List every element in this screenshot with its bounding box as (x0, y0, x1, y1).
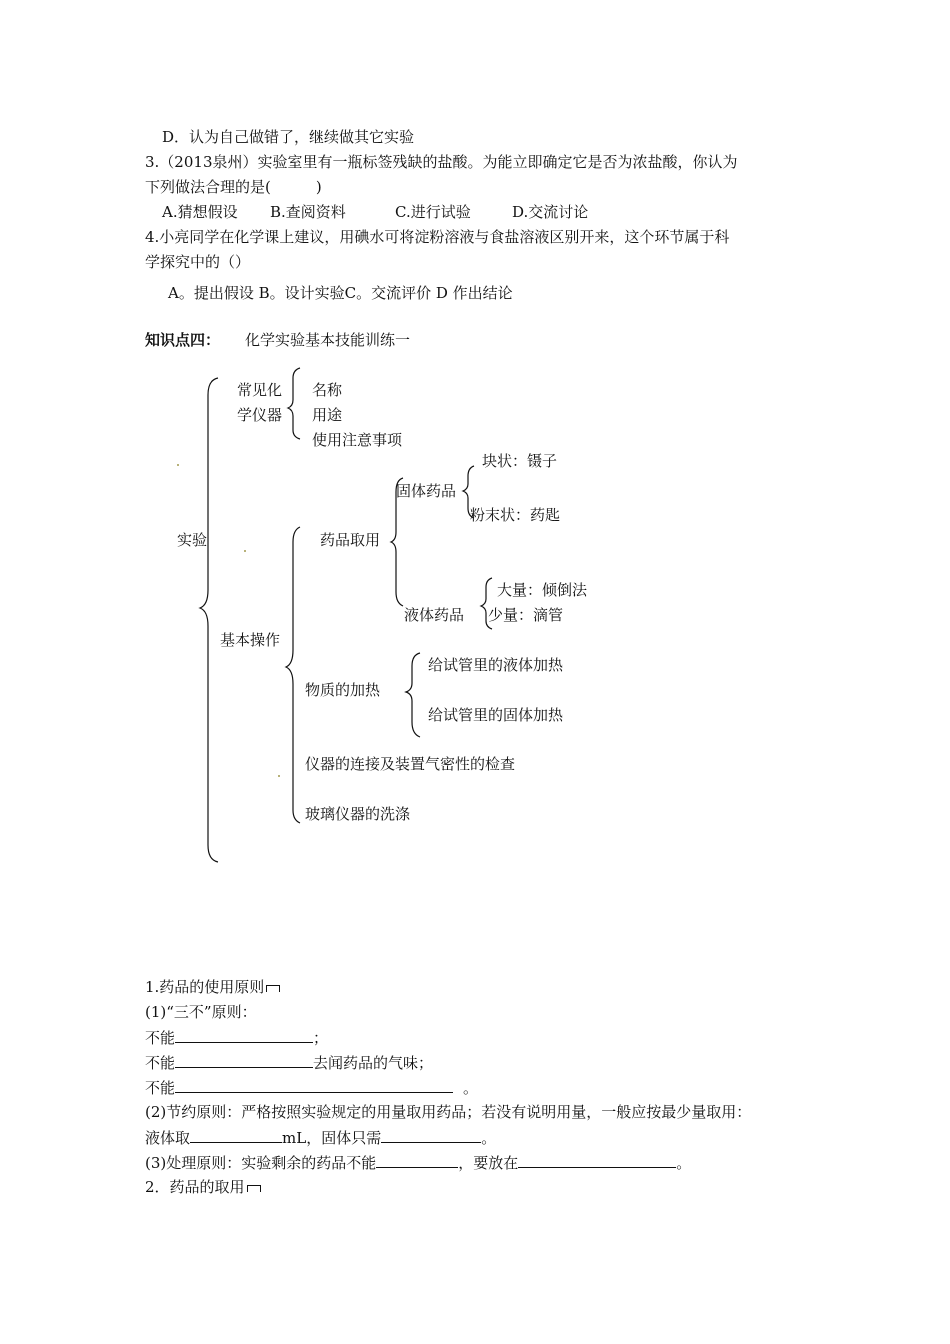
basic-ops-label: 基本操作 (220, 631, 281, 649)
brace-basic-ops (286, 527, 300, 823)
brace-heating (406, 653, 420, 737)
no-can-text: 不能 (145, 1079, 176, 1097)
q4-line2: 学探究中的（） (145, 253, 251, 271)
q4-line1: 4.小亮同学在化学课上建议，用碘水可将淀粉溶液与食盐溶液区别开来，这个环节属于科 (145, 228, 730, 246)
decor-dot (278, 775, 280, 777)
principles-heading (145, 977, 280, 997)
section-label: 知识点四： (145, 331, 221, 349)
instruments-line1: 常见化 (237, 381, 283, 399)
liquid-item-small: 少量：滴管 (488, 606, 564, 624)
disposal-prefix-text: (3)处理原则：实验剩余的药品不能 (145, 1154, 377, 1172)
saving-ml-text: mL，固体只需 (282, 1129, 382, 1147)
connection-label: 仪器的连接及装置气密性的检查 (305, 755, 516, 773)
period: 。 (463, 1079, 479, 1097)
instruments-line2: 学仪器 (237, 406, 283, 424)
no-smell-line (145, 1052, 433, 1073)
saving-line1: (2)节约原则：严格按照实验规定的用量取用药品；若没有说明用量，一般应按最少量取用： (145, 1103, 752, 1121)
instrument-item-use: 用途 (312, 406, 343, 424)
heating-item-liquid: 给试管里的液体加热 (428, 656, 564, 674)
period: 。 (676, 1154, 692, 1172)
blank-2[interactable] (175, 1052, 313, 1068)
section-title: 化学实验基本技能训练一 (245, 331, 411, 349)
no-touch-line (145, 1027, 328, 1048)
blank-solid-amount[interactable] (381, 1127, 481, 1143)
q4-options: A。提出假设 B。设计实验C。交流评价 D 作出结论 (168, 284, 513, 302)
solid-label: 固体药品 (396, 482, 457, 500)
disposal-mid-text: ，要放在 (458, 1154, 519, 1172)
period: 。 (481, 1129, 497, 1147)
q3-option-a: A.猜想假设 (162, 203, 238, 221)
decor-dot (177, 464, 179, 466)
three-no-rule: (1)“三不”原则： (145, 1003, 257, 1021)
liquid-item-large: 大量：倾倒法 (497, 581, 588, 599)
q3-option-b: B.查阅资料 (270, 203, 346, 221)
disposal-line (145, 1152, 691, 1173)
washing-label: 玻璃仪器的洗涤 (305, 805, 411, 823)
saving-liquid-text: 液体取 (145, 1129, 191, 1147)
blank-liquid-amount[interactable] (190, 1127, 282, 1143)
instrument-item-notes: 使用注意事项 (312, 431, 403, 449)
q3-line1: 3.（2013泉州）实验室里有一瓶标签残缺的盐酸。为能立即确定它是否为浓盐酸，你认为 (145, 153, 738, 171)
drug-taking-label: 药品取用 (320, 531, 381, 549)
blank-1[interactable] (175, 1027, 313, 1043)
brace-instruments (288, 368, 300, 439)
liquid-label: 液体药品 (404, 606, 465, 624)
q3-option-c: C.进行试验 (395, 203, 471, 221)
cursor-mark-icon (247, 1185, 261, 1192)
instrument-item-name: 名称 (312, 381, 343, 399)
heating-label: 物质的加热 (305, 681, 381, 699)
q3-line2: 下列做法合理的是( ) (145, 178, 322, 196)
decor-dot (244, 550, 246, 552)
taking-heading-text: 2．药品的取用 (145, 1178, 245, 1196)
q3-option-d: D.交流讨论 (512, 203, 589, 221)
cursor-mark-icon (266, 985, 280, 992)
semicolon: ； (313, 1029, 329, 1047)
blank-disposal-2[interactable] (518, 1152, 676, 1168)
solid-item-lump: 块状：镊子 (482, 452, 558, 470)
no-taste-line (145, 1077, 478, 1098)
heating-item-solid: 给试管里的固体加热 (428, 706, 564, 724)
taking-heading (145, 1177, 261, 1197)
saving-line2 (145, 1127, 496, 1148)
principles-heading-text: 1.药品的使用原则 (145, 978, 265, 996)
smell-tail-text: 去闻药品的气味； (313, 1054, 434, 1072)
brace-experiment (200, 378, 218, 862)
q2-option-d: D．认为自己做错了，继续做其它实验 (162, 128, 415, 146)
diagram-root: 实验 (177, 531, 208, 549)
blank-disposal-1[interactable] (376, 1152, 458, 1168)
blank-3[interactable] (175, 1077, 453, 1093)
no-can-text: 不能 (145, 1054, 176, 1072)
solid-item-powder: 粉末状：药匙 (470, 506, 561, 524)
no-can-text: 不能 (145, 1029, 176, 1047)
